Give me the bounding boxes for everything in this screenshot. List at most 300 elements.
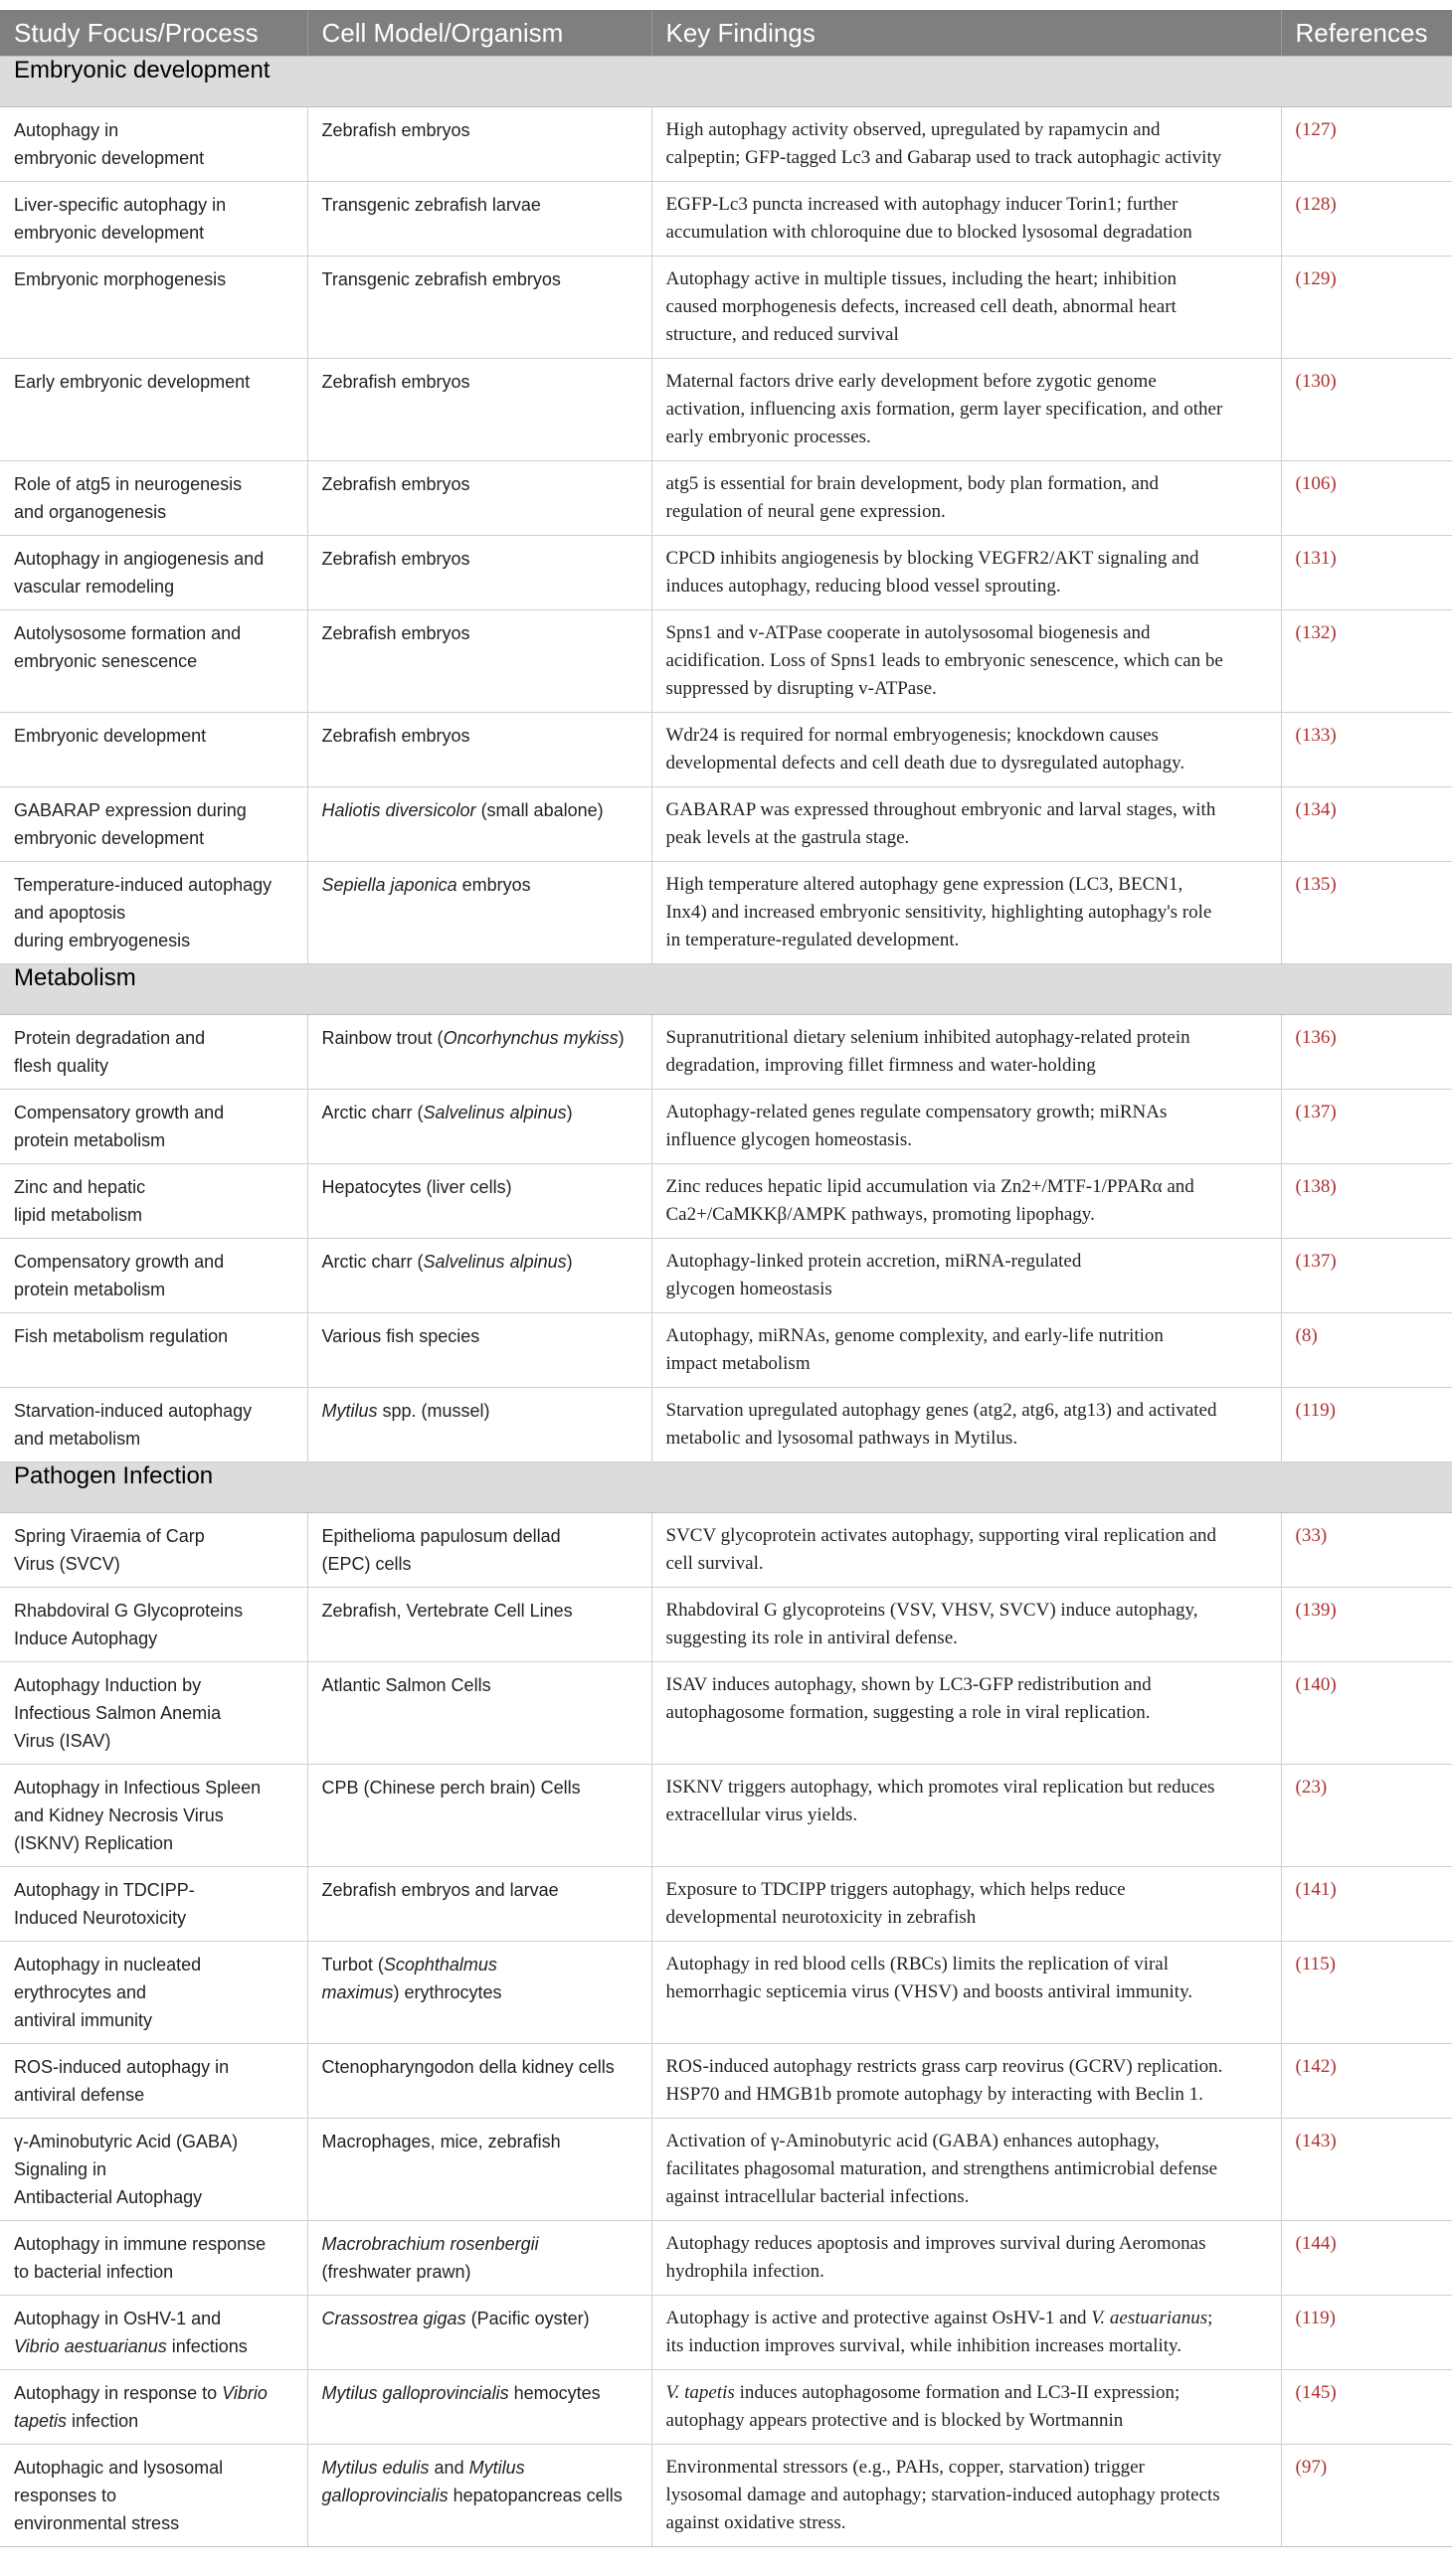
reference-link[interactable]: (130) bbox=[1295, 371, 1337, 392]
italic-text: galloprovincialis bbox=[321, 2486, 449, 2505]
reference-link[interactable]: (23) bbox=[1295, 1777, 1328, 1798]
cell-text: developmental defects and cell death due to dysregulated autophagy. bbox=[665, 753, 1185, 773]
reference-cell bbox=[1281, 257, 1452, 359]
cell-text: Role of atg5 in neurogenesis bbox=[14, 474, 243, 494]
reference-link[interactable]: (142) bbox=[1295, 2056, 1337, 2077]
reference-number: 129 bbox=[1301, 268, 1331, 289]
cell-text: Zebrafish embryos bbox=[321, 549, 470, 569]
cell-text: Autophagic and lysosomal bbox=[14, 2458, 224, 2478]
key-findings-cell bbox=[651, 1313, 1281, 1388]
key-findings-cell bbox=[651, 2119, 1281, 2221]
header-row bbox=[0, 10, 1452, 57]
reference-link[interactable]: (144) bbox=[1295, 2233, 1337, 2254]
cell-model-cell bbox=[307, 787, 651, 862]
reference-cell bbox=[1281, 107, 1452, 182]
header-study-focus: Study Focus/Process bbox=[0, 10, 307, 57]
cell-text: Rhabdoviral G Glycoproteins bbox=[14, 1601, 244, 1621]
cell-text: Temperature-induced autophagy bbox=[14, 875, 272, 895]
key-findings-cell bbox=[651, 2370, 1281, 2445]
reference-link[interactable]: (132) bbox=[1295, 622, 1337, 643]
table-row bbox=[0, 610, 1452, 713]
cell-text: embryonic development bbox=[14, 828, 205, 848]
cell-text: Compensatory growth and bbox=[14, 1252, 225, 1272]
reference-cell bbox=[1281, 1164, 1452, 1239]
reference-number: 137 bbox=[1301, 1251, 1331, 1272]
cell-text: facilitates phagosomal maturation, and strengthens antimicrobial defense bbox=[665, 2158, 1218, 2179]
reference-cell bbox=[1281, 1090, 1452, 1164]
cell-text: Zebrafish embryos bbox=[321, 726, 470, 746]
study-focus-cell bbox=[0, 1765, 307, 1867]
reference-link[interactable]: (137) bbox=[1295, 1251, 1337, 1272]
cell-text: Inx4) and increased embryonic sensitivity, highlighting autophagy's role bbox=[665, 902, 1212, 923]
cell-text: Rhabdoviral G glycoproteins (VSV, VHSV, SVCV) induce autophagy, bbox=[665, 1600, 1198, 1621]
reference-number: 143 bbox=[1301, 2131, 1331, 2151]
cell-model-cell bbox=[307, 1090, 651, 1164]
reference-link[interactable]: (131) bbox=[1295, 548, 1337, 569]
italic-text: Mytilus edulis bbox=[321, 2458, 430, 2478]
cell-text: ) bbox=[566, 1252, 573, 1272]
cell-text: Autophagy in immune response bbox=[14, 2234, 267, 2254]
study-focus-cell bbox=[0, 1867, 307, 1942]
cell-text: influence glycogen homeostasis. bbox=[665, 1129, 912, 1150]
reference-number: 106 bbox=[1301, 473, 1331, 494]
reference-cell bbox=[1281, 1588, 1452, 1662]
cell-text: Environmental stressors (e.g., PAHs, copper, starvation) trigger bbox=[665, 2457, 1145, 2478]
cell-text: Ctenopharyngodon della kidney cells bbox=[321, 2057, 615, 2077]
key-findings-cell bbox=[651, 2221, 1281, 2296]
cell-text: Early embryonic development bbox=[14, 372, 251, 392]
cell-model-cell bbox=[307, 1942, 651, 2044]
table-row bbox=[0, 713, 1452, 787]
cell-text: Induced Neurotoxicity bbox=[14, 1908, 187, 1928]
cell-text: Zebrafish embryos bbox=[321, 623, 470, 643]
table-row bbox=[0, 107, 1452, 182]
reference-cell bbox=[1281, 536, 1452, 610]
reference-number: 115 bbox=[1301, 1954, 1330, 1975]
cell-model-cell bbox=[307, 862, 651, 964]
reference-link[interactable]: (129) bbox=[1295, 268, 1337, 289]
cell-text: and Kidney Necrosis Virus bbox=[14, 1805, 224, 1825]
cell-text: Maternal factors drive early development before zygotic genome bbox=[665, 371, 1157, 392]
cell-text: (ISKNV) Replication bbox=[14, 1833, 174, 1853]
reference-cell bbox=[1281, 2445, 1452, 2547]
cell-text: induces autophagosome formation and LC3-II expression; bbox=[734, 2382, 1180, 2403]
study-focus-cell bbox=[0, 461, 307, 536]
table-row bbox=[0, 1765, 1452, 1867]
cell-text: metabolic and lysosomal pathways in Mytilus. bbox=[665, 1428, 1018, 1449]
cell-model-cell bbox=[307, 1239, 651, 1313]
cell-text: vascular remodeling bbox=[14, 577, 175, 597]
table-row bbox=[0, 1090, 1452, 1164]
study-focus-cell bbox=[0, 2221, 307, 2296]
cell-model-cell bbox=[307, 359, 651, 461]
table-row bbox=[0, 1867, 1452, 1942]
key-findings-cell bbox=[651, 2044, 1281, 2119]
reference-cell bbox=[1281, 1662, 1452, 1765]
cell-text: EGFP-Lc3 puncta increased with autophagy inducer Torin1; further bbox=[665, 194, 1179, 215]
cell-text: GABARAP was expressed throughout embryonic and larval stages, with bbox=[665, 799, 1216, 820]
cell-text: extracellular virus yields. bbox=[665, 1804, 858, 1825]
table-row bbox=[0, 1313, 1452, 1388]
cell-text: Fish metabolism regulation bbox=[14, 1326, 229, 1346]
cell-text: lysosomal damage and autophagy; starvation-induced autophagy protects bbox=[665, 2485, 1220, 2505]
table-row bbox=[0, 2296, 1452, 2370]
reference-link[interactable]: (119) bbox=[1295, 1400, 1336, 1421]
reference-number: 130 bbox=[1301, 371, 1331, 392]
reference-cell bbox=[1281, 2296, 1452, 2370]
cell-text: CPCD inhibits angiogenesis by blocking VEGFR2/AKT signaling and bbox=[665, 548, 1199, 569]
cell-text: SVCV glycoprotein activates autophagy, supporting viral replication and bbox=[665, 1525, 1217, 1546]
key-findings-cell bbox=[651, 1942, 1281, 2044]
reference-link[interactable]: (141) bbox=[1295, 1879, 1337, 1900]
key-findings-cell bbox=[651, 257, 1281, 359]
findings-table bbox=[0, 10, 1452, 2547]
italic-text: Mytilus galloprovincialis bbox=[321, 2383, 509, 2403]
cell-text: hydrophila infection. bbox=[665, 2261, 824, 2282]
cell-text: Autophagy reduces apoptosis and improves survival during Aeromonas bbox=[665, 2233, 1206, 2254]
reference-number: 132 bbox=[1301, 622, 1331, 643]
cell-text: its induction improves survival, while inhibition increases mortality. bbox=[665, 2335, 1182, 2356]
cell-model-cell bbox=[307, 1765, 651, 1867]
cell-text: caused morphogenesis defects, increased cell death, abnormal heart bbox=[665, 296, 1177, 317]
study-focus-cell bbox=[0, 1015, 307, 1090]
cell-model-cell bbox=[307, 536, 651, 610]
cell-text: Epithelioma papulosum dellad bbox=[321, 1526, 561, 1546]
reference-link[interactable]: (106) bbox=[1295, 473, 1337, 494]
cell-text: and metabolism bbox=[14, 1429, 141, 1449]
cell-model-cell bbox=[307, 257, 651, 359]
reference-link[interactable]: (137) bbox=[1295, 1102, 1337, 1122]
header-references: References bbox=[1281, 10, 1452, 57]
cell-text: to bacterial infection bbox=[14, 2262, 174, 2282]
reference-link[interactable]: (140) bbox=[1295, 1674, 1337, 1695]
cell-text: against oxidative stress. bbox=[665, 2512, 846, 2533]
reference-number: 131 bbox=[1301, 548, 1331, 569]
cell-text: Autophagy in Infectious Spleen bbox=[14, 1778, 262, 1798]
cell-text: impact metabolism bbox=[665, 1353, 811, 1374]
cell-model-cell bbox=[307, 1867, 651, 1942]
reference-link[interactable]: (33) bbox=[1295, 1525, 1328, 1546]
reference-link[interactable]: (128) bbox=[1295, 194, 1337, 215]
italic-text: Salvelinus alpinus bbox=[423, 1252, 567, 1272]
cell-text: Zebrafish embryos bbox=[321, 372, 470, 392]
cell-text: Embryonic development bbox=[14, 726, 207, 746]
reference-number: 119 bbox=[1301, 1400, 1330, 1421]
cell-model-cell bbox=[307, 2221, 651, 2296]
reference-number: 136 bbox=[1301, 1027, 1331, 1048]
cell-text: protein metabolism bbox=[14, 1280, 166, 1299]
cell-text: Autophagy, miRNAs, genome complexity, and early-life nutrition bbox=[665, 1325, 1164, 1346]
key-findings-cell bbox=[651, 713, 1281, 787]
italic-text: Vibrio aestuarianus bbox=[14, 2336, 167, 2356]
table-row bbox=[0, 359, 1452, 461]
cell-text: High autophagy activity observed, upregulated by rapamycin and bbox=[665, 119, 1161, 140]
section-title: Embryonic development bbox=[0, 57, 1452, 107]
cell-text: (EPC) cells bbox=[321, 1554, 412, 1574]
key-findings-cell bbox=[651, 1867, 1281, 1942]
reference-link[interactable]: (119) bbox=[1295, 2308, 1336, 2328]
study-focus-cell bbox=[0, 1942, 307, 2044]
reference-link[interactable]: (135) bbox=[1295, 874, 1337, 895]
italic-text: Scophthalmus bbox=[383, 1955, 497, 1975]
cell-text: Autolysosome formation and bbox=[14, 623, 242, 643]
cell-model-cell bbox=[307, 1513, 651, 1588]
key-findings-cell bbox=[651, 1239, 1281, 1313]
cell-text: Embryonic morphogenesis bbox=[14, 269, 227, 289]
cell-text: ; bbox=[1207, 2308, 1213, 2328]
section-row bbox=[0, 964, 1452, 1015]
section-row bbox=[0, 1462, 1452, 1513]
reference-link[interactable]: (139) bbox=[1295, 1600, 1337, 1621]
key-findings-cell bbox=[651, 2296, 1281, 2370]
key-findings-cell bbox=[651, 1662, 1281, 1765]
key-findings-cell bbox=[651, 862, 1281, 964]
italic-text: Crassostrea gigas bbox=[321, 2309, 466, 2328]
cell-text: Infectious Salmon Anemia bbox=[14, 1703, 222, 1723]
cell-text: flesh quality bbox=[14, 1056, 109, 1076]
cell-text: degradation, improving fillet firmness and water-holding bbox=[665, 1055, 1096, 1076]
reference-number: 144 bbox=[1301, 2233, 1331, 2254]
reference-link[interactable]: (138) bbox=[1295, 1176, 1337, 1197]
reference-cell bbox=[1281, 2119, 1452, 2221]
header-cell-model: Cell Model/Organism bbox=[307, 10, 651, 57]
cell-model-cell bbox=[307, 1588, 651, 1662]
cell-text: ) bbox=[618, 1028, 625, 1048]
reference-link[interactable]: (115) bbox=[1295, 1954, 1336, 1975]
cell-text: (freshwater prawn) bbox=[321, 2262, 471, 2282]
cell-text: Exposure to TDCIPP triggers autophagy, which helps reduce bbox=[665, 1879, 1126, 1900]
cell-text: Spring Viraemia of Carp bbox=[14, 1526, 205, 1546]
cell-text: Induce Autophagy bbox=[14, 1629, 158, 1648]
study-focus-cell bbox=[0, 1164, 307, 1239]
italic-text: Sepiella japonica bbox=[321, 875, 457, 895]
cell-text: embryos bbox=[456, 875, 531, 895]
cell-text: Virus (ISAV) bbox=[14, 1731, 111, 1751]
italic-text: tapetis bbox=[14, 2411, 68, 2431]
table-row bbox=[0, 1015, 1452, 1090]
cell-text: Autophagy-related genes regulate compensatory growth; miRNAs bbox=[665, 1102, 1168, 1122]
cell-text: Starvation upregulated autophagy genes (atg2, atg6, atg13) and activated bbox=[665, 1400, 1217, 1421]
cell-text: against intracellular bacterial infections. bbox=[665, 2186, 970, 2207]
reference-cell bbox=[1281, 713, 1452, 787]
cell-text: hemocytes bbox=[508, 2383, 601, 2403]
reference-cell bbox=[1281, 610, 1452, 713]
header-key-findings: Key Findings bbox=[651, 10, 1281, 57]
italic-text: Salvelinus alpinus bbox=[423, 1103, 567, 1122]
reference-cell bbox=[1281, 2370, 1452, 2445]
key-findings-cell bbox=[651, 1015, 1281, 1090]
key-findings-cell bbox=[651, 1765, 1281, 1867]
cell-text: hemorrhagic septicemia virus (VHSV) and boosts antiviral immunity. bbox=[665, 1981, 1193, 2002]
cell-text: ) bbox=[566, 1103, 573, 1122]
cell-text: Zebrafish, Vertebrate Cell Lines bbox=[321, 1601, 573, 1621]
cell-text: acidification. Loss of Spns1 leads to embryonic senescence, which can be bbox=[665, 650, 1223, 671]
cell-text: Activation of γ-Aminobutyric acid (GABA) enhances autophagy, bbox=[665, 2131, 1160, 2151]
cell-text: Rainbow trout ( bbox=[321, 1028, 444, 1048]
cell-text: antiviral immunity bbox=[14, 2010, 153, 2030]
reference-number: 137 bbox=[1301, 1102, 1331, 1122]
reference-number: 135 bbox=[1301, 874, 1331, 895]
cell-text: ) erythrocytes bbox=[393, 1982, 502, 2002]
reference-cell bbox=[1281, 2044, 1452, 2119]
cell-model-cell bbox=[307, 182, 651, 257]
study-focus-cell bbox=[0, 257, 307, 359]
cell-text: Protein degradation and bbox=[14, 1028, 206, 1048]
reference-link[interactable]: (133) bbox=[1295, 725, 1337, 746]
reference-link[interactable]: (143) bbox=[1295, 2131, 1337, 2151]
cell-text: Liver-specific autophagy in bbox=[14, 195, 227, 215]
reference-number: 127 bbox=[1301, 119, 1331, 140]
cell-text: Autophagy in TDCIPP- bbox=[14, 1880, 195, 1900]
cell-text: atg5 is essential for brain development, body plan formation, and bbox=[665, 473, 1159, 494]
reference-cell bbox=[1281, 1313, 1452, 1388]
cell-text: responses to bbox=[14, 2486, 117, 2505]
reference-link[interactable]: (127) bbox=[1295, 119, 1337, 140]
cell-text: Spns1 and v-ATPase cooperate in autolysosomal biogenesis and bbox=[665, 622, 1151, 643]
cell-text: Zinc reduces hepatic lipid accumulation via Zn2+/MTF-1/PPARα and bbox=[665, 1176, 1194, 1197]
table-row bbox=[0, 1513, 1452, 1588]
cell-model-cell bbox=[307, 2119, 651, 2221]
reference-cell bbox=[1281, 1015, 1452, 1090]
cell-text: environmental stress bbox=[14, 2513, 180, 2533]
italic-text: Mytilus bbox=[468, 2458, 525, 2478]
cell-text: Autophagy in nucleated bbox=[14, 1955, 202, 1975]
cell-text: Autophagy Induction by bbox=[14, 1675, 202, 1695]
cell-text: Autophagy in bbox=[14, 120, 119, 140]
cell-text: γ-Aminobutyric Acid (GABA) bbox=[14, 2132, 239, 2151]
cell-model-cell bbox=[307, 461, 651, 536]
study-focus-cell bbox=[0, 1588, 307, 1662]
cell-text: Zebrafish embryos and larvae bbox=[321, 1880, 559, 1900]
cell-text: autophagosome formation, suggesting a role in viral replication. bbox=[665, 1702, 1151, 1723]
study-focus-cell bbox=[0, 1388, 307, 1462]
cell-text: and bbox=[429, 2458, 469, 2478]
study-focus-cell bbox=[0, 610, 307, 713]
cell-text: structure, and reduced survival bbox=[665, 324, 899, 345]
reference-cell bbox=[1281, 1388, 1452, 1462]
cell-text: early embryonic processes. bbox=[665, 427, 871, 447]
cell-text: Autophagy in angiogenesis and bbox=[14, 549, 265, 569]
key-findings-cell bbox=[651, 1513, 1281, 1588]
table-row bbox=[0, 1942, 1452, 2044]
cell-model-cell bbox=[307, 1388, 651, 1462]
cell-text: Zebrafish embryos bbox=[321, 474, 470, 494]
cell-text: embryonic development bbox=[14, 223, 205, 243]
table-body bbox=[0, 57, 1452, 2547]
cell-text: erythrocytes and bbox=[14, 1982, 147, 2002]
reference-link[interactable]: (97) bbox=[1295, 2457, 1328, 2478]
key-findings-cell bbox=[651, 1090, 1281, 1164]
reference-cell bbox=[1281, 2221, 1452, 2296]
section-row bbox=[0, 57, 1452, 107]
cell-text: GABARAP expression during bbox=[14, 800, 247, 820]
cell-text: ISKNV triggers autophagy, which promotes viral replication but reduces bbox=[665, 1777, 1215, 1798]
reference-cell bbox=[1281, 1867, 1452, 1942]
study-focus-cell bbox=[0, 787, 307, 862]
table-row bbox=[0, 2119, 1452, 2221]
reference-link[interactable]: (8) bbox=[1295, 1325, 1318, 1346]
table-row bbox=[0, 2221, 1452, 2296]
cell-model-cell bbox=[307, 2370, 651, 2445]
study-focus-cell bbox=[0, 2044, 307, 2119]
key-findings-cell bbox=[651, 359, 1281, 461]
cell-text: Ca2+/CaMKKβ/AMPK pathways, promoting lipophagy. bbox=[665, 1204, 1095, 1225]
cell-model-cell bbox=[307, 2296, 651, 2370]
cell-text: Autophagy in red blood cells (RBCs) limits the replication of viral bbox=[665, 1954, 1170, 1975]
cell-model-cell bbox=[307, 1164, 651, 1239]
cell-text: lipid metabolism bbox=[14, 1205, 143, 1225]
table-row bbox=[0, 461, 1452, 536]
cell-text: infection bbox=[67, 2411, 139, 2431]
key-findings-cell bbox=[651, 1388, 1281, 1462]
cell-text: ROS-induced autophagy in bbox=[14, 2057, 230, 2077]
study-focus-cell bbox=[0, 2119, 307, 2221]
table-row bbox=[0, 862, 1452, 964]
reference-number: 33 bbox=[1301, 1525, 1321, 1546]
table-row bbox=[0, 1662, 1452, 1765]
cell-model-cell bbox=[307, 1015, 651, 1090]
cell-text: and apoptosis bbox=[14, 903, 126, 923]
cell-text: Autophagy active in multiple tissues, including the heart; inhibition bbox=[665, 268, 1177, 289]
cell-text: regulation of neural gene expression. bbox=[665, 501, 946, 522]
study-focus-cell bbox=[0, 536, 307, 610]
cell-model-cell bbox=[307, 610, 651, 713]
study-focus-cell bbox=[0, 1662, 307, 1765]
italic-text: Macrobrachium rosenbergii bbox=[321, 2234, 539, 2254]
reference-link[interactable]: (134) bbox=[1295, 799, 1337, 820]
cell-text: autophagy appears protective and is blocked by Wortmannin bbox=[665, 2410, 1124, 2431]
cell-text: Macrophages, mice, zebrafish bbox=[321, 2132, 561, 2151]
cell-text: (small abalone) bbox=[475, 800, 604, 820]
cell-text: glycogen homeostasis bbox=[665, 1279, 832, 1299]
reference-number: 142 bbox=[1301, 2056, 1331, 2077]
table-header bbox=[0, 10, 1452, 57]
italic-text: Haliotis diversicolor bbox=[321, 800, 476, 820]
cell-text: Zebrafish embryos bbox=[321, 120, 470, 140]
cell-text: Zinc and hepatic bbox=[14, 1177, 146, 1197]
cell-model-cell bbox=[307, 107, 651, 182]
cell-text: Wdr24 is required for normal embryogenesis; knockdown causes bbox=[665, 725, 1159, 746]
reference-number: 140 bbox=[1301, 1674, 1331, 1695]
cell-text: High temperature altered autophagy gene expression (LC3, BECN1, bbox=[665, 874, 1183, 895]
cell-text: Compensatory growth and bbox=[14, 1103, 225, 1122]
reference-link[interactable]: (136) bbox=[1295, 1027, 1337, 1048]
reference-link[interactable]: (145) bbox=[1295, 2382, 1337, 2403]
cell-text: ISAV induces autophagy, shown by LC3-GFP redistribution and bbox=[665, 1674, 1152, 1695]
cell-text: induces autophagy, reducing blood vessel sprouting. bbox=[665, 576, 1061, 597]
cell-text: Arctic charr ( bbox=[321, 1103, 424, 1122]
study-focus-cell bbox=[0, 182, 307, 257]
key-findings-cell bbox=[651, 2445, 1281, 2547]
cell-text: Antibacterial Autophagy bbox=[14, 2187, 203, 2207]
section-title: Metabolism bbox=[0, 964, 1452, 1015]
reference-cell bbox=[1281, 787, 1452, 862]
study-focus-cell bbox=[0, 107, 307, 182]
cell-text: Turbot ( bbox=[321, 1955, 384, 1975]
reference-number: 141 bbox=[1301, 1879, 1331, 1900]
cell-text: Starvation-induced autophagy bbox=[14, 1401, 253, 1421]
cell-text: Various fish species bbox=[321, 1326, 480, 1346]
reference-cell bbox=[1281, 1765, 1452, 1867]
reference-number: 138 bbox=[1301, 1176, 1331, 1197]
key-findings-cell bbox=[651, 610, 1281, 713]
cell-text: in temperature-regulated development. bbox=[665, 930, 960, 950]
key-findings-cell bbox=[651, 107, 1281, 182]
cell-text: embryonic development bbox=[14, 148, 205, 168]
cell-text: suggesting its role in antiviral defense. bbox=[665, 1628, 958, 1648]
cell-text: Autophagy-linked protein accretion, miRNA-regulated bbox=[665, 1251, 1082, 1272]
cell-text: Hepatocytes (liver cells) bbox=[321, 1177, 512, 1197]
